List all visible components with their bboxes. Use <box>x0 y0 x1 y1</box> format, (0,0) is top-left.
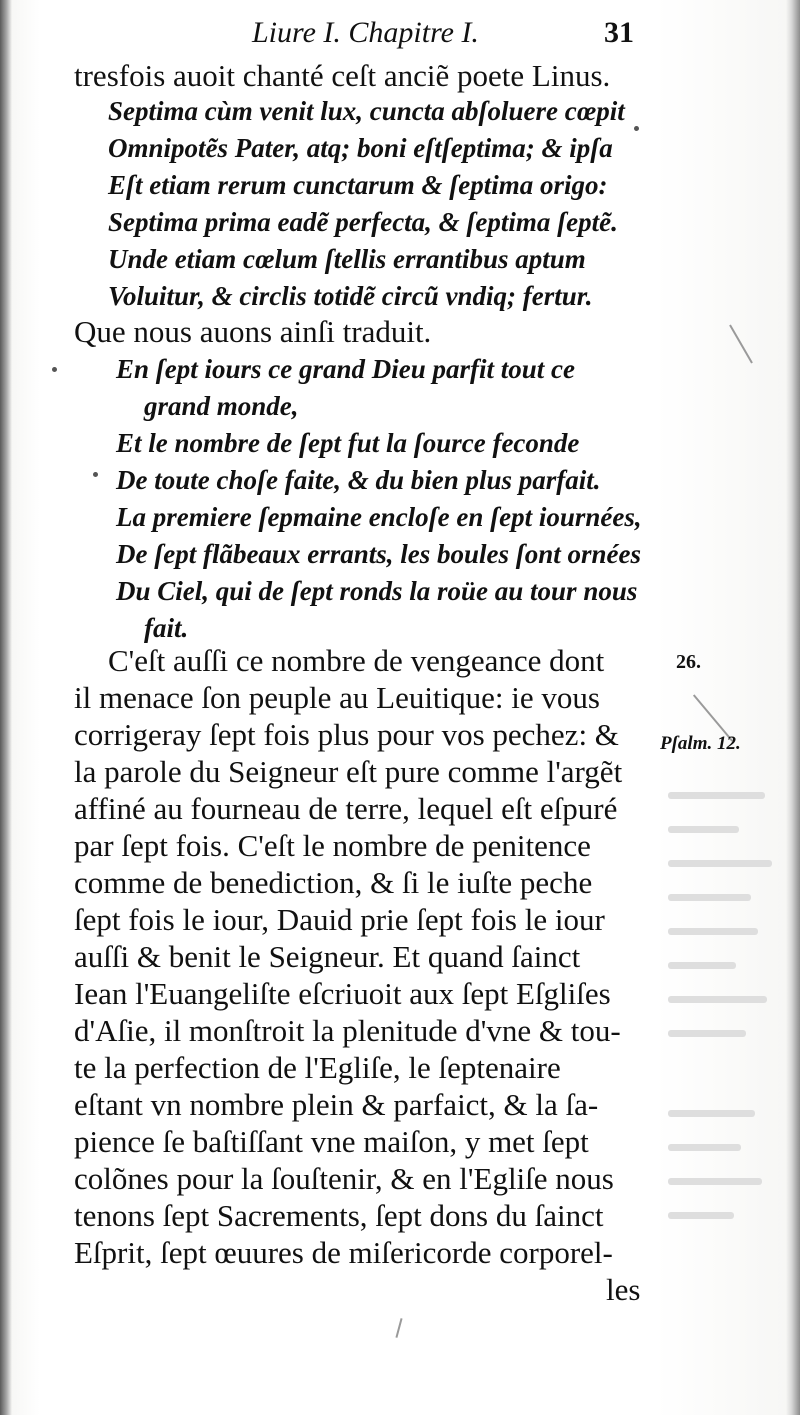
pencil-mark <box>395 1318 402 1338</box>
text-line: la parole du Seigneur eſt pure comme l'argẽt <box>74 754 623 789</box>
latin-verse-line: Septima cùm venit lux, cuncta abſoluere cœpit <box>108 96 625 126</box>
text-line: il menace ſon peuple au Leuitique: ie vous <box>74 680 600 715</box>
text-line: comme de benediction, & ſi le iuſte peche <box>74 865 593 900</box>
latin-verse-line: Voluitur, & circlis totidẽ circũ vndiq; fertur. <box>108 281 593 311</box>
text-line: Eſprit, ſept œuures de miſericorde corporel- <box>74 1235 613 1270</box>
text-line: C'eſt auſſi ce nombre de vengeance dont <box>108 643 605 678</box>
text-line: pience ſe baſtiſſant vne maiſon, y met ſept <box>74 1124 589 1159</box>
left-gutter-shadow <box>0 0 12 1415</box>
french-verse-line: De toute choſe faite, & du bien plus parfait. <box>116 465 601 495</box>
text-line: d'Aſie, il monſtroit la plenitude d'vne & tou- <box>74 1013 621 1048</box>
margin-note-reference: 26. <box>676 651 701 673</box>
text-line: affiné au fourneau de terre, lequel eſt eſpuré <box>74 791 618 826</box>
text-line: Iean l'Euangeliſte eſcriuoit aux ſept Eſgliſes <box>74 976 611 1011</box>
text-line: colõnes pour la ſouſtenir, & en l'Egliſe nous <box>74 1161 614 1196</box>
running-head: Liure I. Chapitre I. <box>252 16 479 49</box>
french-verse-line: En ſept iours ce grand Dieu parfit tout ce <box>116 354 576 384</box>
text-line: ſept fois le iour, Dauid prie ſept fois le iour <box>74 902 605 937</box>
right-edge-shadow <box>786 0 800 1415</box>
page-number: 31 <box>604 16 634 49</box>
text-line: Que nous auons ainſi traduit. <box>74 314 432 349</box>
latin-verse-line: Unde etiam cœlum ſtellis errantibus aptum <box>108 244 586 274</box>
latin-verse-line: Eſt etiam rerum cunctarum & ſeptima origo: <box>108 170 608 200</box>
ink-speck <box>52 367 57 372</box>
text-line: te la perfection de l'Egliſe, le ſeptenaire <box>74 1050 561 1085</box>
french-verse-line: De ſept flãbeaux errants, les boules ſont ornées <box>116 539 641 569</box>
catchword: les <box>606 1272 641 1307</box>
ink-speck <box>634 126 639 131</box>
margin-note-psalm: Pſalm. 12. <box>660 733 741 754</box>
text-line: par ſept fois. C'eſt le nombre de penitence <box>74 828 591 863</box>
text-line: corrigeray ſept fois plus pour vos pechez: & <box>74 717 619 752</box>
text-line: tenons ſept Sacrements, ſept dons du ſainct <box>74 1198 604 1233</box>
text-line: auſſi & benit le Seigneur. Et quand ſainct <box>74 939 581 974</box>
latin-verse-line: Omnipotẽs Pater, atq; boni eſtſeptima; & ipſa <box>108 133 613 163</box>
pencil-mark <box>729 324 753 363</box>
french-verse-line: Du Ciel, qui de ſept ronds la roüe au tour nous <box>116 576 638 606</box>
french-verse-line: fait. <box>144 613 189 643</box>
ink-speck <box>93 472 98 477</box>
latin-verse-line: Septima prima eadẽ perfecta, & ſeptima ſeptẽ. <box>108 207 618 237</box>
french-verse-line: La premiere ſepmaine encloſe en ſept iournées, <box>116 502 642 532</box>
french-verse-line: grand monde, <box>144 391 299 421</box>
show-through-text <box>668 780 786 1260</box>
text-line: tresfois auoit chanté ceſt anciẽ poete Linus. <box>74 58 611 93</box>
french-verse-line: Et le nombre de ſept fut la ſource feconde <box>116 428 580 458</box>
text-line: eſtant vn nombre plein & parfaict, & la ſa- <box>74 1087 599 1122</box>
